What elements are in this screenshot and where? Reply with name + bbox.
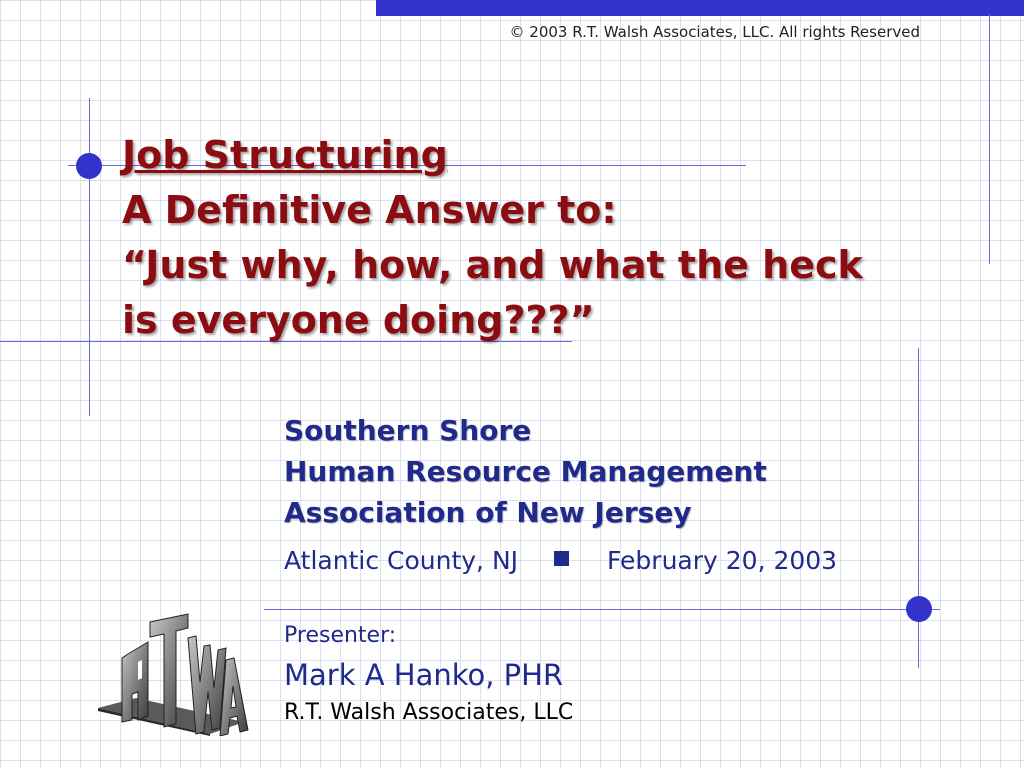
decor-line-presenter-top xyxy=(264,609,940,610)
event-date: February 20, 2003 xyxy=(607,546,838,575)
square-bullet-icon xyxy=(554,551,569,566)
presenter-name: Mark A Hanko, PHR xyxy=(284,658,564,692)
organization-line-1: Southern Shore xyxy=(284,414,532,447)
title-line-1: Job Structuring xyxy=(122,133,448,177)
event-location: Atlantic County, NJ xyxy=(284,546,519,575)
event-info xyxy=(284,544,924,578)
slide-title xyxy=(122,128,1002,348)
organization-line-2: Human Resource Management xyxy=(284,455,767,488)
title-line-3: “Just why, how, and what the heck xyxy=(122,243,863,287)
copyright-notice: © 2003 R.T. Walsh Associates, LLC. All rights Reserved xyxy=(509,23,920,41)
title-line-4: is everyone doing???” xyxy=(122,298,595,342)
presenter-label: Presenter: xyxy=(284,623,397,648)
organization-name xyxy=(284,410,924,533)
title-line-2: A Definitive Answer to: xyxy=(122,188,617,232)
decor-dot-right xyxy=(906,596,932,622)
organization-line-3: Association of New Jersey xyxy=(284,496,692,529)
decor-line-left-vertical xyxy=(89,98,90,416)
rtwa-logo-icon xyxy=(92,612,252,736)
decor-dot-left xyxy=(76,153,102,179)
top-accent-bar xyxy=(376,0,1024,16)
presenter-company: R.T. Walsh Associates, LLC xyxy=(284,700,574,725)
